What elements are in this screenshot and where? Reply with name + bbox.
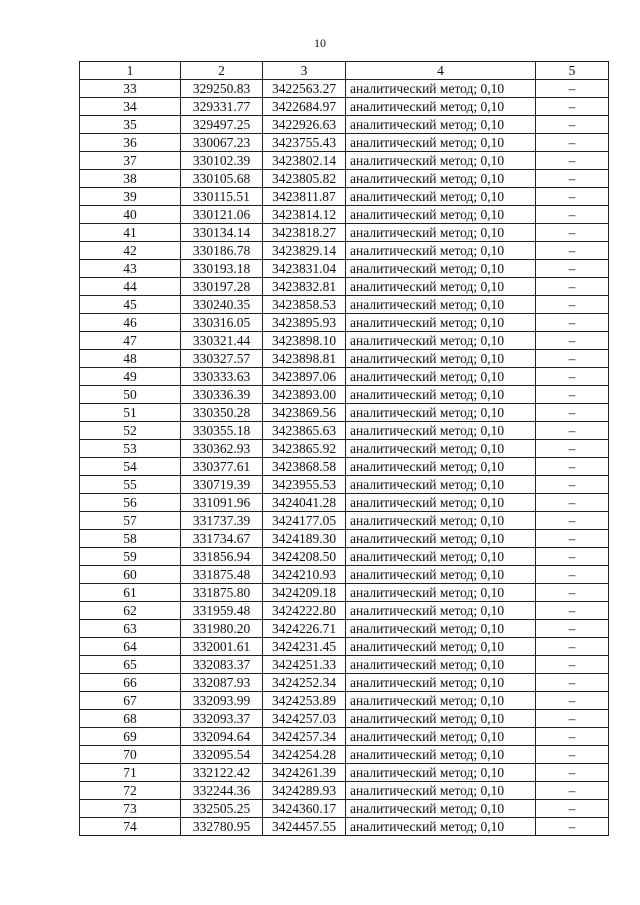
point-number-cell: 53: [80, 440, 181, 458]
method-cell: аналитический метод; 0,10: [346, 224, 536, 242]
method-cell: аналитический метод; 0,10: [346, 368, 536, 386]
table-row: [80, 260, 609, 278]
table-row: [80, 242, 609, 260]
x-coordinate-cell: 331737.39: [181, 512, 263, 530]
method-cell: аналитический метод; 0,10: [346, 152, 536, 170]
method-cell: аналитический метод; 0,10: [346, 494, 536, 512]
point-number-cell: 71: [80, 764, 181, 782]
point-number-cell: 58: [80, 530, 181, 548]
point-number-cell: 62: [80, 602, 181, 620]
x-coordinate-cell: 332505.25: [181, 800, 263, 818]
table-row: [80, 170, 609, 188]
note-cell: –: [536, 422, 609, 440]
note-cell: –: [536, 674, 609, 692]
table-row: [80, 332, 609, 350]
y-coordinate-cell: 3423895.93: [263, 314, 346, 332]
table-row: [80, 440, 609, 458]
x-coordinate-cell: 331734.67: [181, 530, 263, 548]
y-coordinate-cell: 3424189.30: [263, 530, 346, 548]
y-coordinate-cell: 3424208.50: [263, 548, 346, 566]
method-cell: аналитический метод; 0,10: [346, 620, 536, 638]
method-cell: аналитический метод; 0,10: [346, 692, 536, 710]
y-coordinate-cell: 3423832.81: [263, 278, 346, 296]
x-coordinate-cell: 332083.37: [181, 656, 263, 674]
y-coordinate-cell: 3423898.10: [263, 332, 346, 350]
note-cell: –: [536, 332, 609, 350]
table-row: [80, 818, 609, 836]
point-number-cell: 64: [80, 638, 181, 656]
table-row: [80, 674, 609, 692]
y-coordinate-cell: 3423814.12: [263, 206, 346, 224]
table-row: [80, 692, 609, 710]
table-row: [80, 800, 609, 818]
y-coordinate-cell: 3424257.34: [263, 728, 346, 746]
x-coordinate-cell: 330350.28: [181, 404, 263, 422]
note-cell: –: [536, 116, 609, 134]
note-cell: –: [536, 638, 609, 656]
note-cell: –: [536, 314, 609, 332]
point-number-cell: 36: [80, 134, 181, 152]
note-cell: –: [536, 440, 609, 458]
x-coordinate-cell: 330362.93: [181, 440, 263, 458]
table-row: [80, 188, 609, 206]
x-coordinate-cell: 332780.95: [181, 818, 263, 836]
table-row: [80, 80, 609, 98]
y-coordinate-cell: 3423811.87: [263, 188, 346, 206]
table-row: [80, 548, 609, 566]
method-cell: аналитический метод; 0,10: [346, 98, 536, 116]
x-coordinate-cell: 330067.23: [181, 134, 263, 152]
x-coordinate-cell: 332244.36: [181, 782, 263, 800]
header-cell: 2: [181, 62, 263, 80]
point-number-cell: 55: [80, 476, 181, 494]
table-row: [80, 422, 609, 440]
point-number-cell: 47: [80, 332, 181, 350]
x-coordinate-cell: 330102.39: [181, 152, 263, 170]
method-cell: аналитический метод; 0,10: [346, 332, 536, 350]
point-number-cell: 63: [80, 620, 181, 638]
x-coordinate-cell: 330105.68: [181, 170, 263, 188]
table-body: [80, 80, 609, 836]
note-cell: –: [536, 782, 609, 800]
y-coordinate-cell: 3424041.28: [263, 494, 346, 512]
method-cell: аналитический метод; 0,10: [346, 80, 536, 98]
y-coordinate-cell: 3424226.71: [263, 620, 346, 638]
point-number-cell: 46: [80, 314, 181, 332]
method-cell: аналитический метод; 0,10: [346, 728, 536, 746]
x-coordinate-cell: 331980.20: [181, 620, 263, 638]
table-row: [80, 746, 609, 764]
point-number-cell: 56: [80, 494, 181, 512]
point-number-cell: 66: [80, 674, 181, 692]
point-number-cell: 59: [80, 548, 181, 566]
note-cell: –: [536, 206, 609, 224]
x-coordinate-cell: 329250.83: [181, 80, 263, 98]
y-coordinate-cell: 3423865.63: [263, 422, 346, 440]
y-coordinate-cell: 3423858.53: [263, 296, 346, 314]
point-number-cell: 33: [80, 80, 181, 98]
point-number-cell: 34: [80, 98, 181, 116]
point-number-cell: 65: [80, 656, 181, 674]
method-cell: аналитический метод; 0,10: [346, 404, 536, 422]
x-coordinate-cell: 332122.42: [181, 764, 263, 782]
point-number-cell: 49: [80, 368, 181, 386]
method-cell: аналитический метод; 0,10: [346, 548, 536, 566]
y-coordinate-cell: 3424289.93: [263, 782, 346, 800]
note-cell: –: [536, 134, 609, 152]
point-number-cell: 38: [80, 170, 181, 188]
note-cell: –: [536, 152, 609, 170]
y-coordinate-cell: 3424251.33: [263, 656, 346, 674]
header-cell: 3: [263, 62, 346, 80]
x-coordinate-cell: 330333.63: [181, 368, 263, 386]
x-coordinate-cell: 330121.06: [181, 206, 263, 224]
note-cell: –: [536, 278, 609, 296]
point-number-cell: 35: [80, 116, 181, 134]
x-coordinate-cell: 330240.35: [181, 296, 263, 314]
method-cell: аналитический метод; 0,10: [346, 674, 536, 692]
x-coordinate-cell: 330355.18: [181, 422, 263, 440]
x-coordinate-cell: 331875.80: [181, 584, 263, 602]
header-cell: 1: [80, 62, 181, 80]
table-row: [80, 314, 609, 332]
y-coordinate-cell: 3423829.14: [263, 242, 346, 260]
table-header: [80, 62, 609, 80]
note-cell: –: [536, 728, 609, 746]
note-cell: –: [536, 188, 609, 206]
x-coordinate-cell: 330336.39: [181, 386, 263, 404]
note-cell: –: [536, 260, 609, 278]
point-number-cell: 51: [80, 404, 181, 422]
x-coordinate-cell: 331856.94: [181, 548, 263, 566]
point-number-cell: 74: [80, 818, 181, 836]
table-row: [80, 638, 609, 656]
point-number-cell: 57: [80, 512, 181, 530]
method-cell: аналитический метод; 0,10: [346, 134, 536, 152]
note-cell: –: [536, 224, 609, 242]
point-number-cell: 68: [80, 710, 181, 728]
point-number-cell: 73: [80, 800, 181, 818]
table-row: [80, 386, 609, 404]
note-cell: –: [536, 386, 609, 404]
point-number-cell: 61: [80, 584, 181, 602]
method-cell: аналитический метод; 0,10: [346, 476, 536, 494]
note-cell: –: [536, 530, 609, 548]
note-cell: –: [536, 656, 609, 674]
y-coordinate-cell: 3424254.28: [263, 746, 346, 764]
point-number-cell: 41: [80, 224, 181, 242]
method-cell: аналитический метод; 0,10: [346, 278, 536, 296]
method-cell: аналитический метод; 0,10: [346, 350, 536, 368]
note-cell: –: [536, 476, 609, 494]
table-row: [80, 116, 609, 134]
x-coordinate-cell: 330321.44: [181, 332, 263, 350]
table-row: [80, 368, 609, 386]
note-cell: –: [536, 296, 609, 314]
table-row: [80, 530, 609, 548]
y-coordinate-cell: 3423897.06: [263, 368, 346, 386]
method-cell: аналитический метод; 0,10: [346, 530, 536, 548]
table-row: [80, 494, 609, 512]
note-cell: –: [536, 98, 609, 116]
y-coordinate-cell: 3423802.14: [263, 152, 346, 170]
point-number-cell: 45: [80, 296, 181, 314]
y-coordinate-cell: 3422563.27: [263, 80, 346, 98]
x-coordinate-cell: 331959.48: [181, 602, 263, 620]
x-coordinate-cell: 332093.99: [181, 692, 263, 710]
header-cell: 5: [536, 62, 609, 80]
note-cell: –: [536, 800, 609, 818]
note-cell: –: [536, 350, 609, 368]
method-cell: аналитический метод; 0,10: [346, 386, 536, 404]
method-cell: аналитический метод; 0,10: [346, 440, 536, 458]
y-coordinate-cell: 3424457.55: [263, 818, 346, 836]
y-coordinate-cell: 3423831.04: [263, 260, 346, 278]
y-coordinate-cell: 3424261.39: [263, 764, 346, 782]
y-coordinate-cell: 3424177.05: [263, 512, 346, 530]
point-number-cell: 37: [80, 152, 181, 170]
note-cell: –: [536, 746, 609, 764]
point-number-cell: 44: [80, 278, 181, 296]
y-coordinate-cell: 3423869.56: [263, 404, 346, 422]
y-coordinate-cell: 3423755.43: [263, 134, 346, 152]
note-cell: –: [536, 584, 609, 602]
note-cell: –: [536, 368, 609, 386]
method-cell: аналитический метод; 0,10: [346, 116, 536, 134]
x-coordinate-cell: 330134.14: [181, 224, 263, 242]
table-row: [80, 134, 609, 152]
table-row: [80, 620, 609, 638]
note-cell: –: [536, 602, 609, 620]
y-coordinate-cell: 3424210.93: [263, 566, 346, 584]
y-coordinate-cell: 3423893.00: [263, 386, 346, 404]
point-number-cell: 42: [80, 242, 181, 260]
note-cell: –: [536, 170, 609, 188]
y-coordinate-cell: 3424257.03: [263, 710, 346, 728]
x-coordinate-cell: 330719.39: [181, 476, 263, 494]
table-row: [80, 764, 609, 782]
point-number-cell: 67: [80, 692, 181, 710]
table-row: [80, 782, 609, 800]
header-cell: 4: [346, 62, 536, 80]
note-cell: –: [536, 764, 609, 782]
y-coordinate-cell: 3424222.80: [263, 602, 346, 620]
table-row: [80, 584, 609, 602]
point-number-cell: 72: [80, 782, 181, 800]
y-coordinate-cell: 3422684.97: [263, 98, 346, 116]
table-row: [80, 206, 609, 224]
y-coordinate-cell: 3423955.53: [263, 476, 346, 494]
point-number-cell: 54: [80, 458, 181, 476]
point-number-cell: 40: [80, 206, 181, 224]
header-row: [80, 62, 609, 80]
y-coordinate-cell: 3422926.63: [263, 116, 346, 134]
table-row: [80, 458, 609, 476]
x-coordinate-cell: 332095.54: [181, 746, 263, 764]
table-row: [80, 350, 609, 368]
table-row: [80, 278, 609, 296]
method-cell: аналитический метод; 0,10: [346, 296, 536, 314]
table-row: [80, 728, 609, 746]
point-number-cell: 52: [80, 422, 181, 440]
method-cell: аналитический метод; 0,10: [346, 422, 536, 440]
method-cell: аналитический метод; 0,10: [346, 260, 536, 278]
table-row: [80, 710, 609, 728]
method-cell: аналитический метод; 0,10: [346, 746, 536, 764]
method-cell: аналитический метод; 0,10: [346, 710, 536, 728]
note-cell: –: [536, 620, 609, 638]
table-row: [80, 512, 609, 530]
point-number-cell: 48: [80, 350, 181, 368]
method-cell: аналитический метод; 0,10: [346, 764, 536, 782]
y-coordinate-cell: 3423865.92: [263, 440, 346, 458]
method-cell: аналитический метод; 0,10: [346, 818, 536, 836]
method-cell: аналитический метод; 0,10: [346, 800, 536, 818]
note-cell: –: [536, 818, 609, 836]
y-coordinate-cell: 3424209.18: [263, 584, 346, 602]
y-coordinate-cell: 3424360.17: [263, 800, 346, 818]
y-coordinate-cell: 3424231.45: [263, 638, 346, 656]
y-coordinate-cell: 3424253.89: [263, 692, 346, 710]
note-cell: –: [536, 566, 609, 584]
y-coordinate-cell: 3423868.58: [263, 458, 346, 476]
point-number-cell: 39: [80, 188, 181, 206]
note-cell: –: [536, 242, 609, 260]
point-number-cell: 50: [80, 386, 181, 404]
x-coordinate-cell: 332087.93: [181, 674, 263, 692]
note-cell: –: [536, 710, 609, 728]
page-number: 10: [314, 36, 326, 50]
method-cell: аналитический метод; 0,10: [346, 458, 536, 476]
x-coordinate-cell: 332093.37: [181, 710, 263, 728]
note-cell: –: [536, 404, 609, 422]
method-cell: аналитический метод; 0,10: [346, 170, 536, 188]
x-coordinate-cell: 330193.18: [181, 260, 263, 278]
y-coordinate-cell: 3423818.27: [263, 224, 346, 242]
y-coordinate-cell: 3423805.82: [263, 170, 346, 188]
table-row: [80, 656, 609, 674]
point-number-cell: 70: [80, 746, 181, 764]
x-coordinate-cell: 331091.96: [181, 494, 263, 512]
note-cell: –: [536, 494, 609, 512]
x-coordinate-cell: 330377.61: [181, 458, 263, 476]
method-cell: аналитический метод; 0,10: [346, 242, 536, 260]
method-cell: аналитический метод; 0,10: [346, 584, 536, 602]
table-row: [80, 476, 609, 494]
x-coordinate-cell: 330316.05: [181, 314, 263, 332]
note-cell: –: [536, 458, 609, 476]
method-cell: аналитический метод; 0,10: [346, 512, 536, 530]
method-cell: аналитический метод; 0,10: [346, 602, 536, 620]
method-cell: аналитический метод; 0,10: [346, 566, 536, 584]
table-row: [80, 566, 609, 584]
note-cell: –: [536, 512, 609, 530]
note-cell: –: [536, 548, 609, 566]
method-cell: аналитический метод; 0,10: [346, 782, 536, 800]
table-row: [80, 224, 609, 242]
note-cell: –: [536, 80, 609, 98]
x-coordinate-cell: 331875.48: [181, 566, 263, 584]
y-coordinate-cell: 3423898.81: [263, 350, 346, 368]
point-number-cell: 43: [80, 260, 181, 278]
method-cell: аналитический метод; 0,10: [346, 188, 536, 206]
x-coordinate-cell: 330186.78: [181, 242, 263, 260]
x-coordinate-cell: 332001.61: [181, 638, 263, 656]
coordinates-table: [79, 61, 609, 836]
method-cell: аналитический метод; 0,10: [346, 656, 536, 674]
method-cell: аналитический метод; 0,10: [346, 314, 536, 332]
table-row: [80, 152, 609, 170]
x-coordinate-cell: 330115.51: [181, 188, 263, 206]
method-cell: аналитический метод; 0,10: [346, 206, 536, 224]
method-cell: аналитический метод; 0,10: [346, 638, 536, 656]
x-coordinate-cell: 329497.25: [181, 116, 263, 134]
table-row: [80, 602, 609, 620]
x-coordinate-cell: 330327.57: [181, 350, 263, 368]
table-row: [80, 98, 609, 116]
table-row: [80, 404, 609, 422]
table-row: [80, 296, 609, 314]
point-number-cell: 60: [80, 566, 181, 584]
point-number-cell: 69: [80, 728, 181, 746]
x-coordinate-cell: 329331.77: [181, 98, 263, 116]
y-coordinate-cell: 3424252.34: [263, 674, 346, 692]
note-cell: –: [536, 692, 609, 710]
x-coordinate-cell: 332094.64: [181, 728, 263, 746]
x-coordinate-cell: 330197.28: [181, 278, 263, 296]
